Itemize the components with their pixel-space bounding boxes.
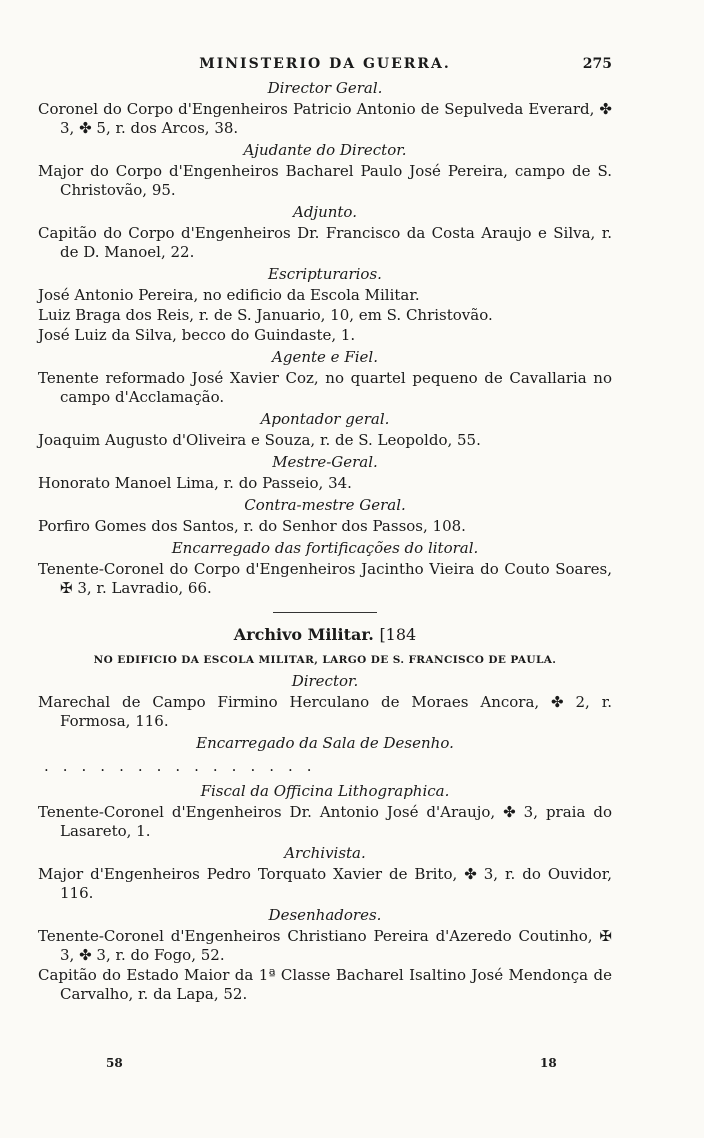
location-caption: NO EDIFICIO DA ESCOLA MILITAR, LARGO DE S. FRANCISCO DE PAULA. [93,654,557,666]
personnel-entry: Major d'Engenheiros Pedro Torquato Xavier de Brito, ✤ 3, r. do Ouvidor, 116. [38,865,612,902]
role-heading: Encarregado das fortificações do litoral. [171,539,479,557]
personnel-entry: Tenente reformado José Xavier Coz, no quartel pequeno de Cavallaria no campo d'Acclamação. [38,369,612,406]
role-heading: Apontador geral. [260,410,390,428]
personnel-entry: Marechal de Campo Firmino Herculano de Moraes Ancora, ✤ 2, r. Formosa, 116. [38,693,612,730]
role-heading: Contra-mestre Geral. [244,496,406,514]
role-heading: Director Geral. [267,79,383,97]
role-heading: Fiscal da Officina Lithographica. [200,782,450,800]
role-heading: Desenhadores. [268,906,382,924]
personnel-entry: Tenente-Coronel do Corpo d'Engenheiros Jacintho Vieira do Couto Soares, ✠ 3, r. Lavradio, 66. [38,560,612,597]
running-header [38,56,612,76]
role-heading: Director. [291,672,359,690]
role-heading: Ajudante do Director. [243,141,407,159]
personnel-entry: Coronel do Corpo d'Engenheiros Patricio Antonio de Sepulveda Everard, ✤ 3, ✤ 5, r. dos Arcos, 38. [38,100,612,137]
personnel-entry: José Luiz da Silva, becco do Guindaste, 1. [38,326,356,344]
role-heading: Adjunto. [293,203,357,221]
page-number: 275 [582,56,612,72]
role-heading: Agente e Fiel. [272,348,378,366]
personnel-entry: Joaquim Augusto d'Oliveira e Souza, r. de S. Leopoldo, 55. [38,431,481,449]
divider-line [273,612,377,613]
personnel-entry: Porfiro Gomes dos Santos, r. do Senhor dos Passos, 108. [38,517,466,535]
role-heading: Escripturarios. [268,265,382,283]
section-title [38,625,612,644]
section-year-note: [184 [379,625,417,644]
personnel-entry: Major do Corpo d'Engenheiros Bacharel Paulo José Pereira, campo de S. Christovão, 95. [38,162,612,199]
page-title: MINISTERIO DA GUERRA. [199,56,451,72]
signature-mark-left: 58 [106,1056,123,1070]
personnel-entry: Tenente-Coronel d'Engenheiros Christiano Pereira d'Azeredo Coutinho, ✠ 3, ✤ 3, r. do Fogo, 52. [38,927,612,964]
personnel-entry: Capitão do Estado Maior da 1ª Classe Bacharel Isaltino José Mendonça de Carvalho, r. da Lapa, 52. [38,966,612,1003]
vacant-dots: ............... [44,757,326,775]
page-footer [38,1056,612,1076]
personnel-entry: Honorato Manoel Lima, r. do Passeio, 34. [38,474,352,492]
personnel-entry: Luiz Braga dos Reis, r. de S. Januario, 10, em S. Christovão. [38,306,493,324]
signature-mark-right: 18 [540,1056,557,1070]
personnel-entry: Tenente-Coronel d'Engenheiros Dr. Antonio José d'Araujo, ✤ 3, praia do Lasareto, 1. [38,803,612,840]
role-heading: Encarregado da Sala de Desenho. [196,734,454,752]
personnel-entry: Capitão do Corpo d'Engenheiros Dr. Francisco da Costa Araujo e Silva, r. de D. Manoel, 22. [38,224,612,261]
section-title-text: Archivo Militar. [233,625,374,644]
role-heading: Archivista. [284,844,366,862]
document-page [38,56,612,1070]
section-divider [38,599,612,625]
page-content [38,79,612,1004]
role-heading: Mestre-Geral. [272,453,378,471]
personnel-entry: José Antonio Pereira, no edificio da Escola Militar. [38,286,420,304]
